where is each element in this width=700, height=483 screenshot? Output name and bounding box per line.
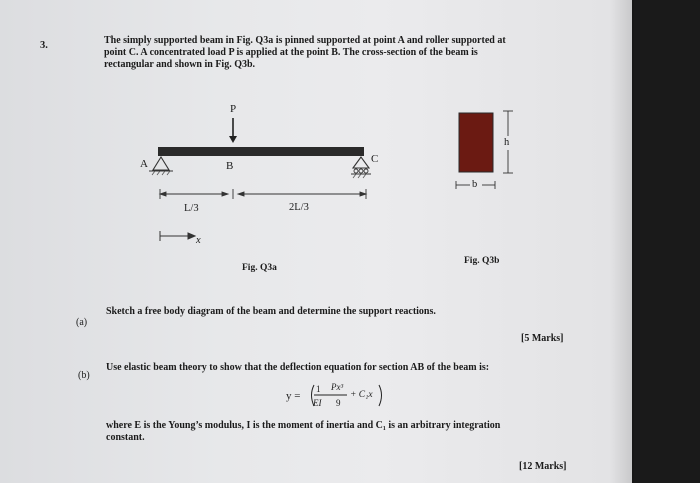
part-b-where-line-2: constant.: [106, 432, 145, 443]
dimension-left-label: L/3: [184, 203, 199, 214]
beam: [158, 147, 364, 156]
label-b: B: [226, 160, 234, 172]
width-label-b: b: [472, 179, 478, 190]
equation-inner-numerator: Px³: [331, 382, 344, 392]
part-b-marks: [12 Marks]: [519, 461, 567, 472]
dimension-line: [160, 189, 366, 199]
dimension-right-label: 2L/3: [289, 202, 309, 213]
part-a-text: Sketch a free body diagram of the beam and determine the support reactions.: [106, 306, 436, 317]
equation-frac-numerator: 1: [316, 384, 321, 394]
equation-frac-denominator: EI: [313, 398, 322, 408]
part-b-where-line-1: where E is the Young’s modulus, I is the moment of inertia and C₁ is an arbitrary integration: [106, 420, 501, 431]
equation-inner-denominator: 9: [336, 398, 341, 408]
equation-tail: + C₁x: [350, 390, 373, 400]
part-b-text: Use elastic beam theory to show that the deflection equation for section AB of the beam is:: [106, 362, 490, 373]
intro-line-2: point C. A concentrated load P is applied at the point B. The cross-section of the beam is: [104, 47, 478, 58]
height-label-h: h: [504, 137, 510, 148]
label-a: A: [140, 158, 148, 170]
intro-line-3: rectangular and shown in Fig. Q3b.: [104, 59, 256, 70]
load-arrow-head: [229, 136, 237, 143]
question-number: 3.: [40, 40, 48, 51]
part-a-marks: [5 Marks]: [521, 333, 564, 344]
caption-fig-q3b: Fig. Q3b: [464, 256, 500, 266]
part-b-label: (b): [78, 370, 90, 381]
label-c: C: [371, 153, 379, 165]
part-a-label: (a): [76, 317, 88, 328]
load-label-p: P: [230, 103, 237, 115]
caption-fig-q3a: Fig. Q3a: [242, 263, 277, 273]
equation-y: y =: [286, 390, 301, 402]
x-axis-label: x: [196, 235, 201, 246]
pin-support-a: [149, 157, 173, 175]
roller-support-c: [351, 157, 371, 178]
cross-section-rect: [459, 113, 493, 172]
x-axis-arrow: [160, 231, 195, 241]
intro-line-1: The simply supported beam in Fig. Q3a is pinned supported at point A and roller supported at: [104, 35, 506, 46]
